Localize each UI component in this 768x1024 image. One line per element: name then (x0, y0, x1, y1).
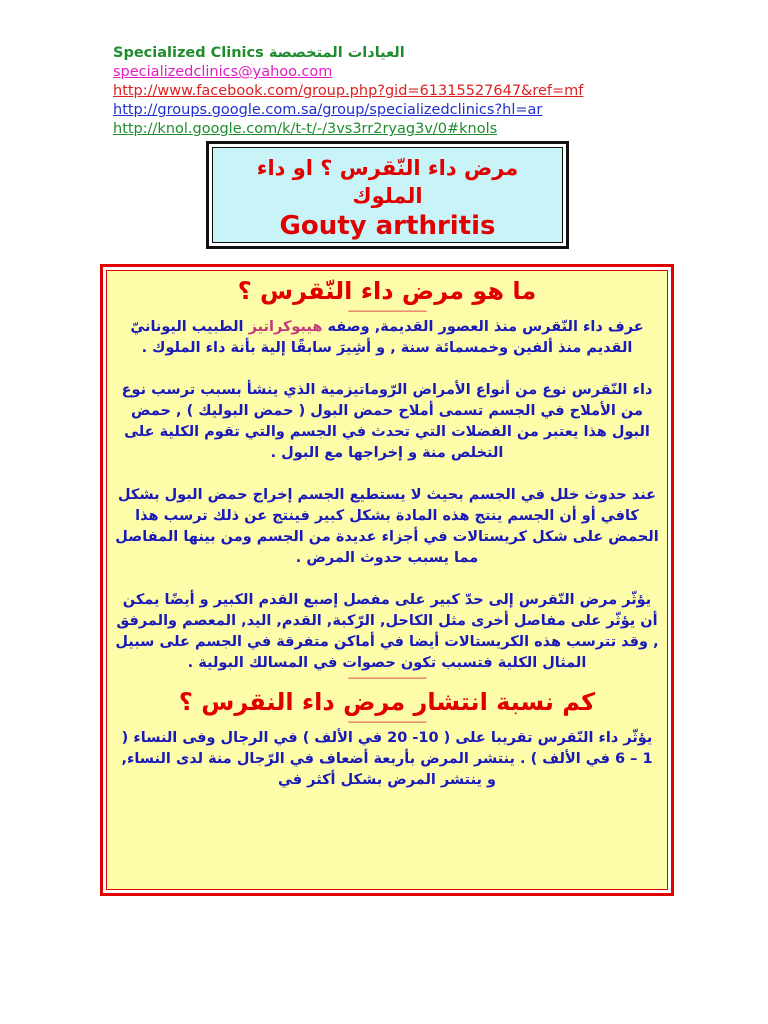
google-groups-link[interactable]: http://groups.google.com.sa/group/specializedclinics?hl=ar (113, 102, 543, 118)
article-body (106, 270, 668, 890)
email-link[interactable]: specializedclinics@yahoo.com (113, 64, 333, 80)
section2-separator: ------------------------------ (347, 717, 427, 728)
section1-paragraph-3: عند حدوث خلل في الجسم بحيث لا يستطيع الجسم إخراج حمض البول بشكل كافي أو أن الجسم ينتج هذه المادة بشكل كبير فينتج عن ذلك ترسب هذا الحمض على شكل كريستالات في أجزاء عديدة من الجسم ومن بينها المفاصل مما يسبب حدوث المرض . (115, 487, 659, 566)
section2-heading: كم نسبة انتشار مرض داء النقرس ؟ (178, 688, 596, 716)
section1-paragraph-2: داء النّقرس نوع من أنواع الأمراض الرّوماتيزمية الذي ينشأ بسبب ترسب نوع من الأملاح في الجسم تسمى أملاح حمض البول ( حمض البوليك ) , حمض البول هذا يعتبر من الفضلات التي تحدث في الجسم والتي تقوم الكلية على التخلص منة و إخراجها مع البول . (121, 382, 653, 461)
section2-separator-top: ------------------------------ (347, 673, 427, 684)
facebook-link[interactable]: http://www.facebook.com/group.php?gid=61315527647&ref=mf (113, 83, 584, 99)
hippocrates-name: هيبوكراتيز (248, 319, 323, 335)
section2-paragraph-1: يؤثّر داء النّقرس تقريبا على ( 10- 20 في الألف ) في الرجال وفى النساء ( 1 – 6 في الألف ) . ينتشر المرض بأربعة أضعاف في الرّجال منة لدى النساء, و ينتشر المرض بشكل أكثر في (121, 730, 653, 788)
title-arabic: مرض داء النّقرس ؟ او داء الملوك (256, 156, 519, 208)
p1-text-a: عرف داء النّقرس منذ العصور القديمة, وصفه (322, 319, 644, 335)
contact-header (113, 44, 673, 139)
title-box (206, 141, 569, 249)
org-name: Specialized Clinics العيادات المتخصصة (113, 45, 405, 61)
google-knol-link[interactable]: http://knol.google.com/k/t-t/-/3vs3rr2ryag3v/0#knols (113, 121, 498, 137)
title-inner (212, 147, 563, 243)
section1-heading: ما هو مرض داء النّقرس ؟ (237, 277, 537, 305)
title-english: Gouty arthritis (279, 211, 496, 241)
section1-paragraph-4: يؤثّر مرض النّقرس إلى حدّ كبير على مفصل إصبع القدم الكبير و أيضًا يمكن أن يؤثّر على مفاصل أخرى مثل الكاحل, الرّكبة, القدم, اليد, المعصم والمرفق , وقد تترسب هذه الكريستالات أيضا في أماكن متفرقة في الجسم على سبيل المثال الكلية فتسبب تكون حصوات في المسالك البولية . (115, 592, 659, 671)
section1-paragraph-1 (107, 317, 667, 359)
p1-text-b: الطبيب اليونانيّ القديم منذ ألفين وخمسمائة سنة , و أشِيرَ سابقًا إلية بأنة داء الملوك . (130, 319, 633, 356)
section1-separator: ------------------------------ (347, 306, 427, 317)
article-box (100, 264, 674, 896)
